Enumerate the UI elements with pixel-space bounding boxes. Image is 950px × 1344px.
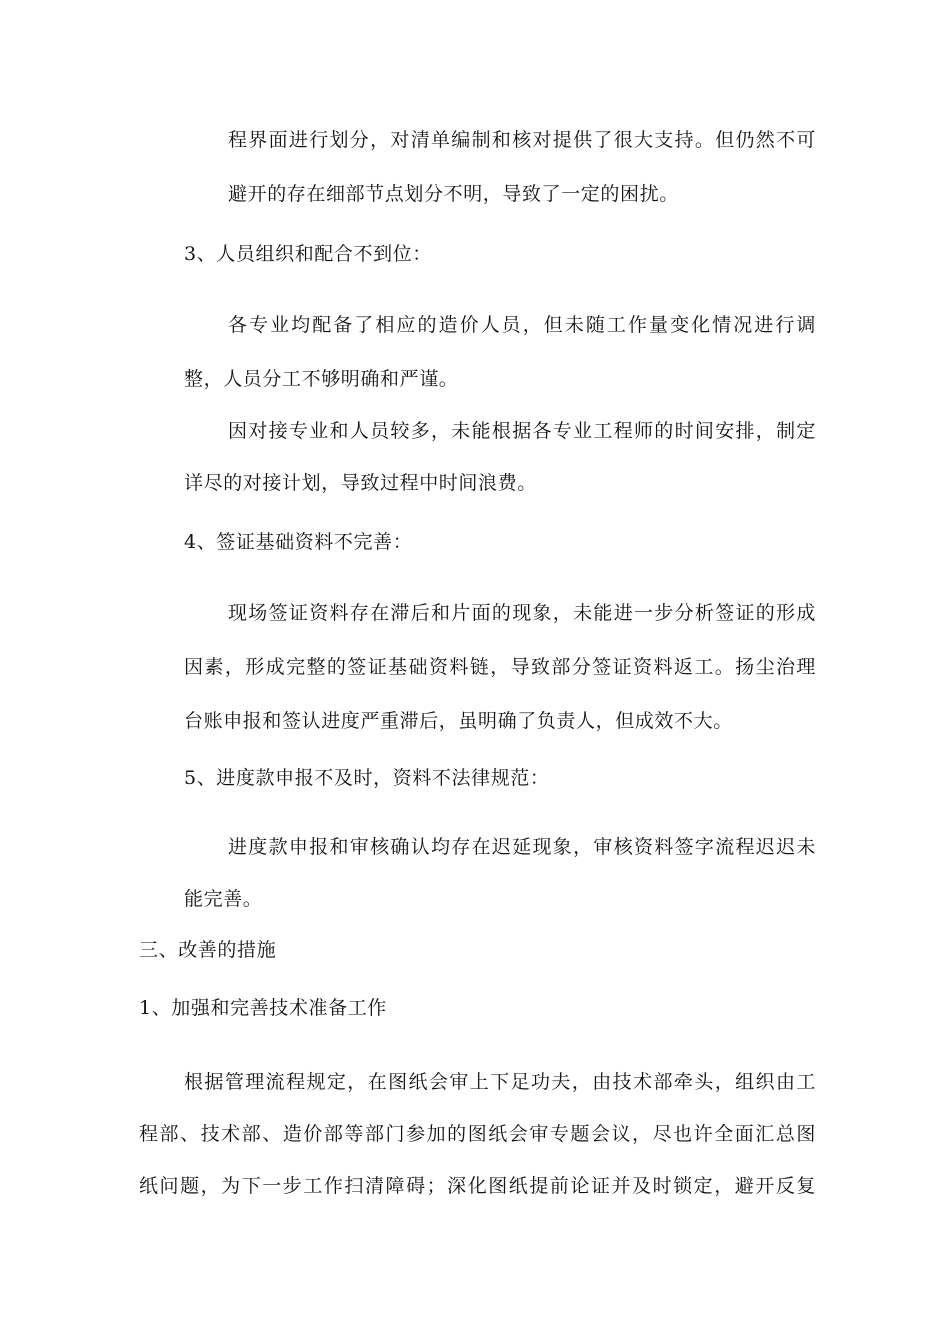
- body-line: 各专业均配备了相应的造价人员，但未随工作量变化情况进行调: [228, 314, 818, 336]
- body-line: 进度款申报和审核确认均存在迟延现象，审核资料签字流程迟迟未: [228, 836, 817, 858]
- body-line: 程部、技术部、造价部等部门参加的图纸会审专题会议，尽也许全面汇总图: [139, 1123, 817, 1145]
- chapter-heading: 三、改善的措施: [139, 939, 277, 961]
- body-line: 因对接专业和人员较多，未能根据各专业工程师的时间安排，制定: [228, 420, 817, 442]
- body-line: 现场签证资料存在滞后和片面的现象，未能进一步分析签证的形成: [228, 602, 817, 624]
- body-line: 根据管理流程规定，在图纸会审上下足功夫，由技术部牵头，组织由工: [184, 1071, 817, 1093]
- body-line: 因素，形成完整的签证基础资料链，导致部分签证资料返工。扬尘治理: [184, 656, 817, 678]
- body-line: 详尽的对接计划，导致过程中时间浪费。: [184, 472, 537, 494]
- body-line: 整，人员分工不够明确和严谨。: [184, 368, 459, 390]
- body-line: 避开的存在细部节点划分不明，导致了一定的困扰。: [228, 183, 679, 205]
- body-line: 纸问题，为下一步工作扫清障碍；深化图纸提前论证并及时锁定，避开反复: [139, 1175, 817, 1197]
- section-heading: 4、签证基础资料不完善：: [184, 531, 413, 553]
- section-heading: 3、人员组织和配合不到位：: [184, 243, 432, 265]
- section-heading: 1、加强和完善技术准备工作: [139, 997, 387, 1019]
- body-line: 台账申报和签认进度严重滞后，虽明确了负责人，但成效不大。: [184, 710, 733, 732]
- body-line: 程界面进行划分，对清单编制和核对提供了很大支持。但仍然不可: [228, 129, 817, 151]
- section-heading: 5、进度款申报不及时，资料不法律规范：: [184, 767, 550, 789]
- body-line: 能完善。: [184, 888, 263, 910]
